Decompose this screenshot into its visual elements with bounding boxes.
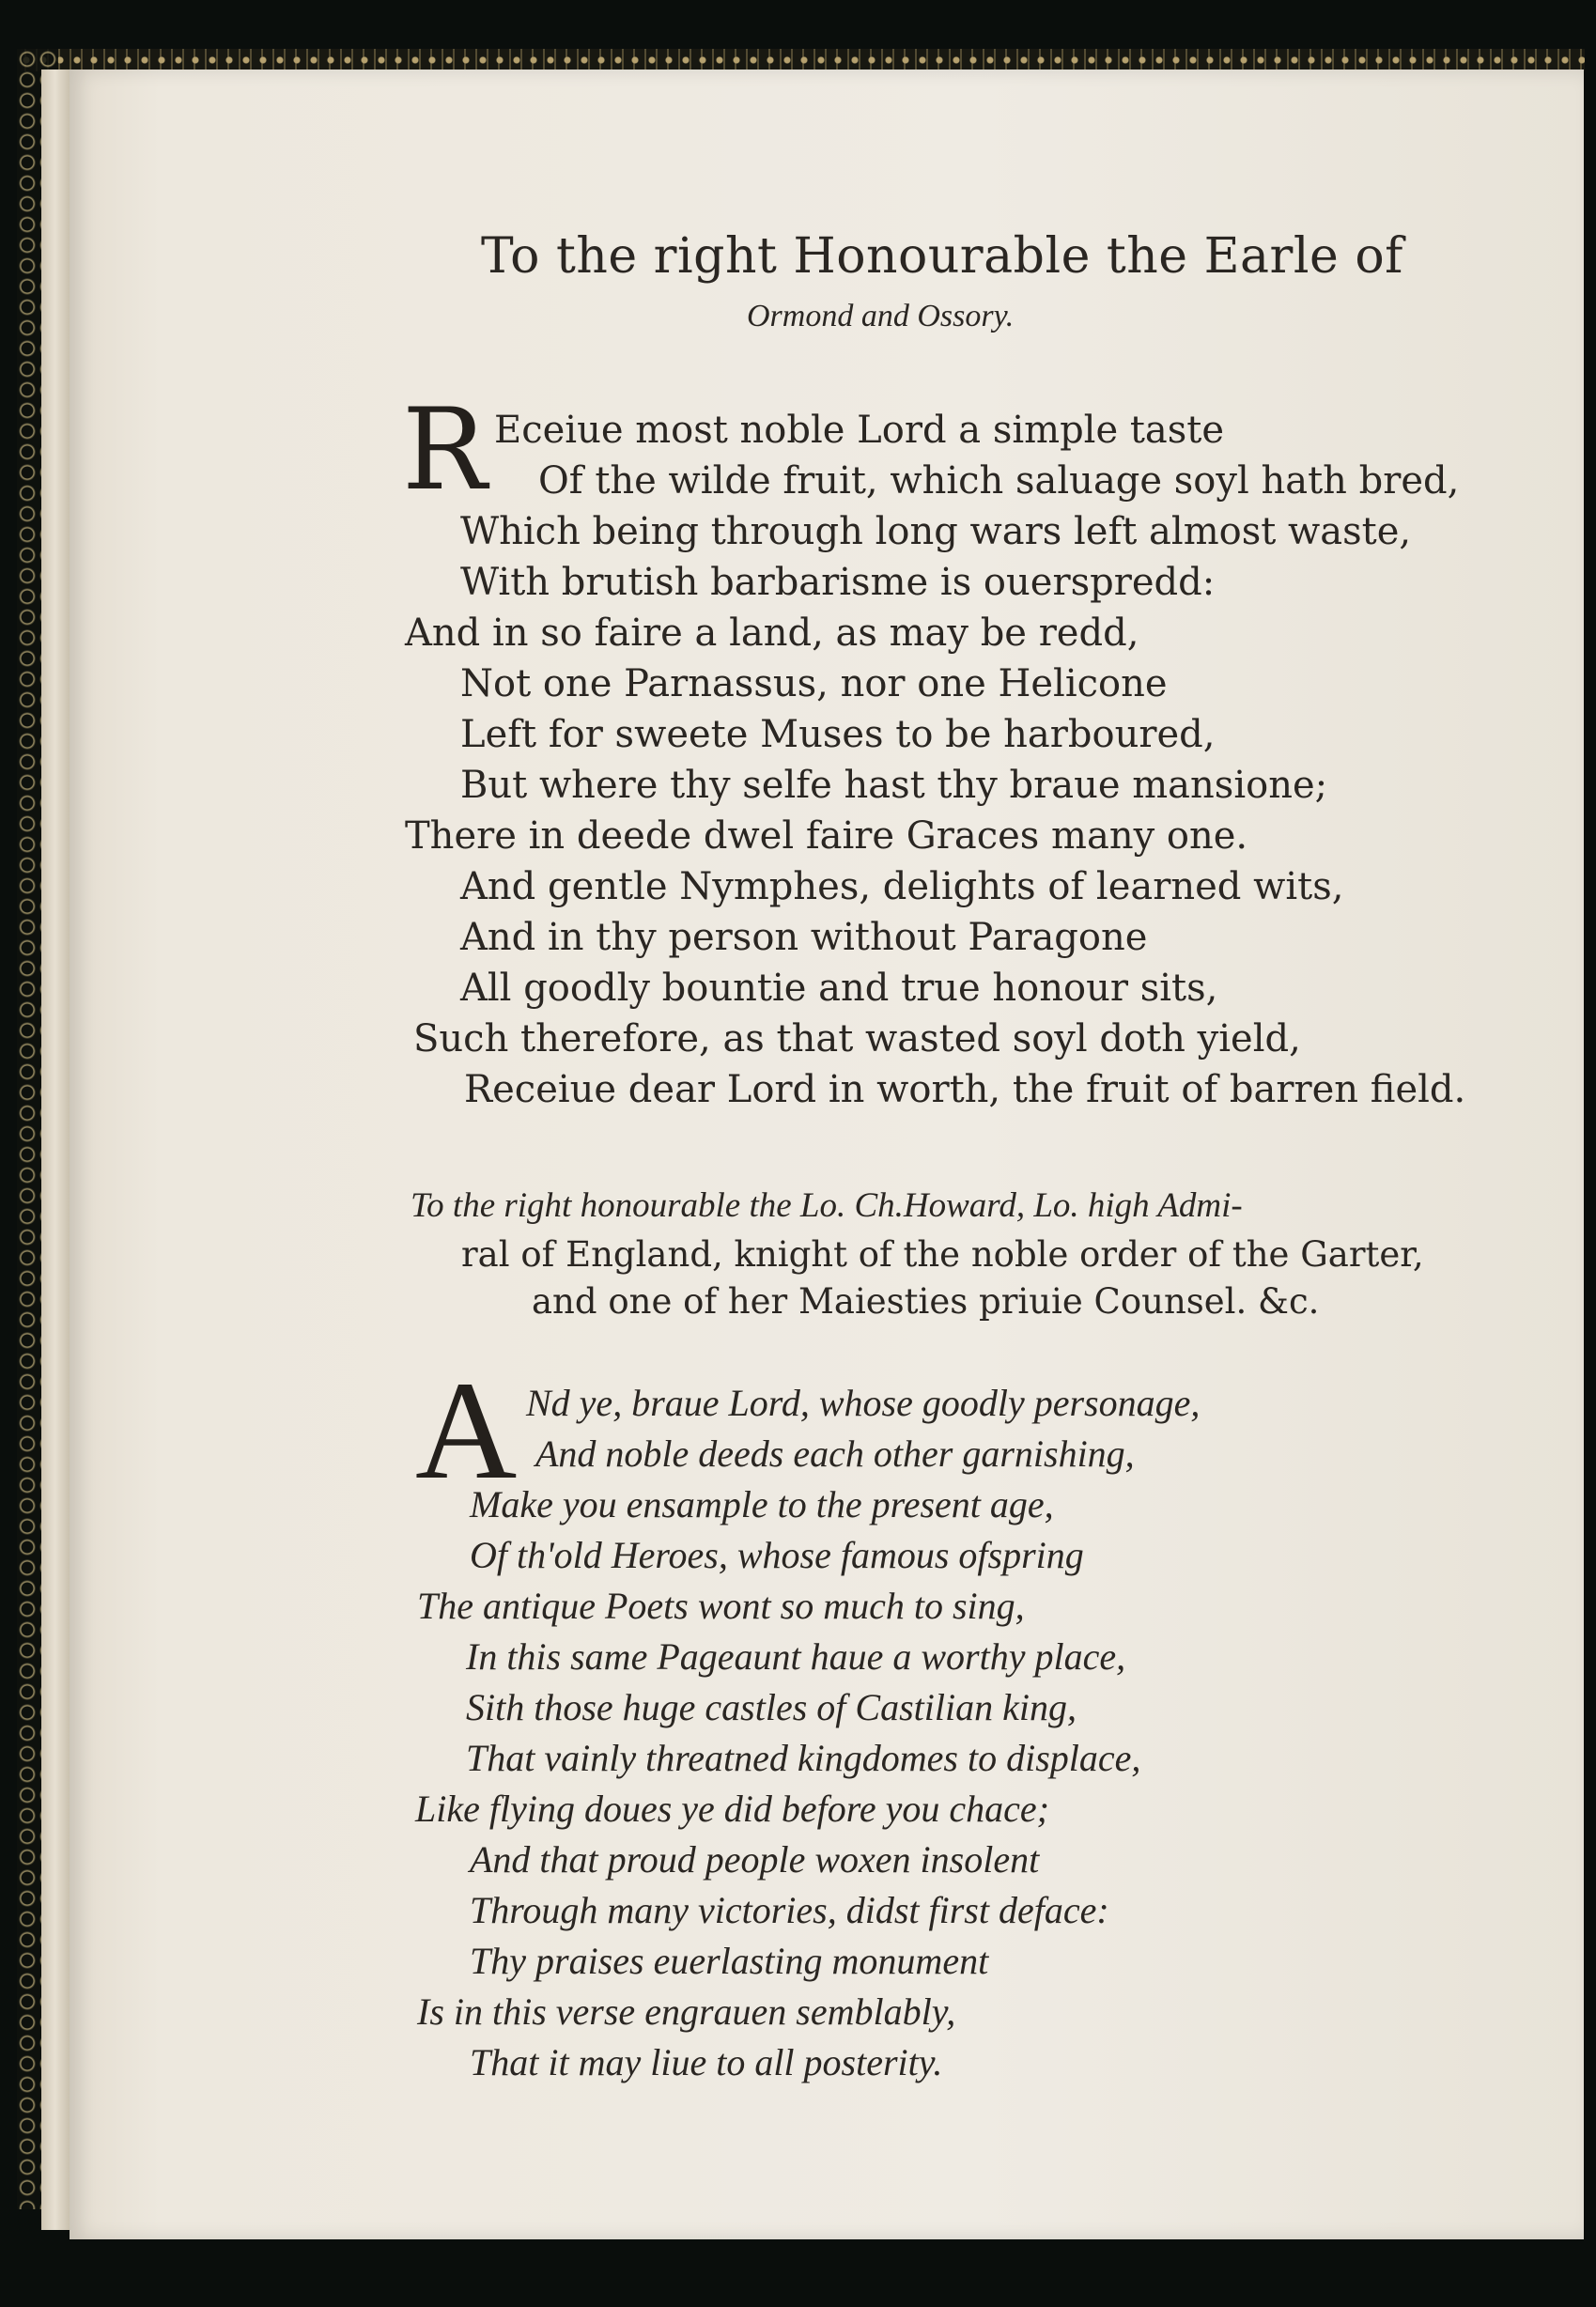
poem2-line: Like flying doues ye did before you chace; (415, 1788, 1049, 1830)
poem1-title-line1: To the right Honourable the Earle of (481, 228, 1403, 285)
poem2-line: Of th'old Heroes, whose famous ofspring (470, 1534, 1084, 1576)
poem2-line: Nd ye, braue Lord, whose goodly personage, (526, 1382, 1201, 1424)
poem1-line: And gentle Nymphes, delights of learned wits, (460, 865, 1344, 908)
poem1-line: There in deede dwel faire Graces many one. (405, 814, 1248, 858)
poem1-line: But where thy selfe hast thy braue mansione; (460, 764, 1328, 807)
poem1-line: All goodly bountie and true honour sits, (460, 967, 1218, 1010)
poem1-line: Eceiue most noble Lord a simple taste (494, 409, 1225, 452)
poem1-line: And in so faire a land, as may be redd, (405, 612, 1139, 655)
poem1-line: Receiue dear Lord in worth, the fruit of barren field. (464, 1068, 1466, 1111)
poem2-line: Thy praises euerlasting monument (470, 1940, 989, 1982)
poem1-line: Of the wilde fruit, which saluage soyl hath bred, (538, 459, 1460, 503)
poem2-line: The antique Poets wont so much to sing, (417, 1585, 1025, 1627)
poem1-drop-cap: R (402, 385, 488, 516)
poem2-heading-line2: ral of England, knight of the noble order of the Garter, (461, 1234, 1424, 1275)
poem1-title-line2: Ormond and Ossory. (747, 299, 1015, 333)
poem1-line: Left for sweete Muses to be harboured, (460, 713, 1216, 756)
poem1-line: Such therefore, as that wasted soyl doth yield, (413, 1017, 1301, 1061)
poem2-line: Sith those huge castles of Castilian king, (466, 1686, 1077, 1728)
poem1-line: With brutish barbarisme is ouerspredd: (460, 561, 1216, 604)
poem2-line: In this same Pageaunt haue a worthy place, (466, 1635, 1126, 1678)
poem2-line: And noble deeds each other garnishing, (535, 1432, 1135, 1475)
poem2-heading-line1: To the right honourable the Lo. Ch.Howard, Lo. high Admi- (411, 1186, 1243, 1225)
poem2-drop-cap: A (415, 1353, 518, 1509)
poem2-heading-line3: and one of her Maiesties priuie Counsel. &c. (532, 1281, 1320, 1322)
poem2-line: And that proud people woxen insolent (470, 1838, 1040, 1881)
gilt-border-top (21, 49, 1585, 71)
poem1-line: Not one Parnassus, nor one Helicone (460, 662, 1168, 705)
poem2-line: Through many victories, didst first deface: (470, 1889, 1109, 1931)
poem2-line: That it may liue to all posterity. (470, 2041, 943, 2083)
poem1-line: Which being through long wars left almost waste, (460, 510, 1412, 553)
poem1-line: And in thy person without Paragone (460, 916, 1148, 959)
poem2-line: Make you ensample to the present age, (470, 1483, 1054, 1525)
poem2-line: Is in this verse engrauen semblably, (417, 1990, 956, 2033)
poem2-line: That vainly threatned kingdomes to displace, (466, 1737, 1141, 1779)
